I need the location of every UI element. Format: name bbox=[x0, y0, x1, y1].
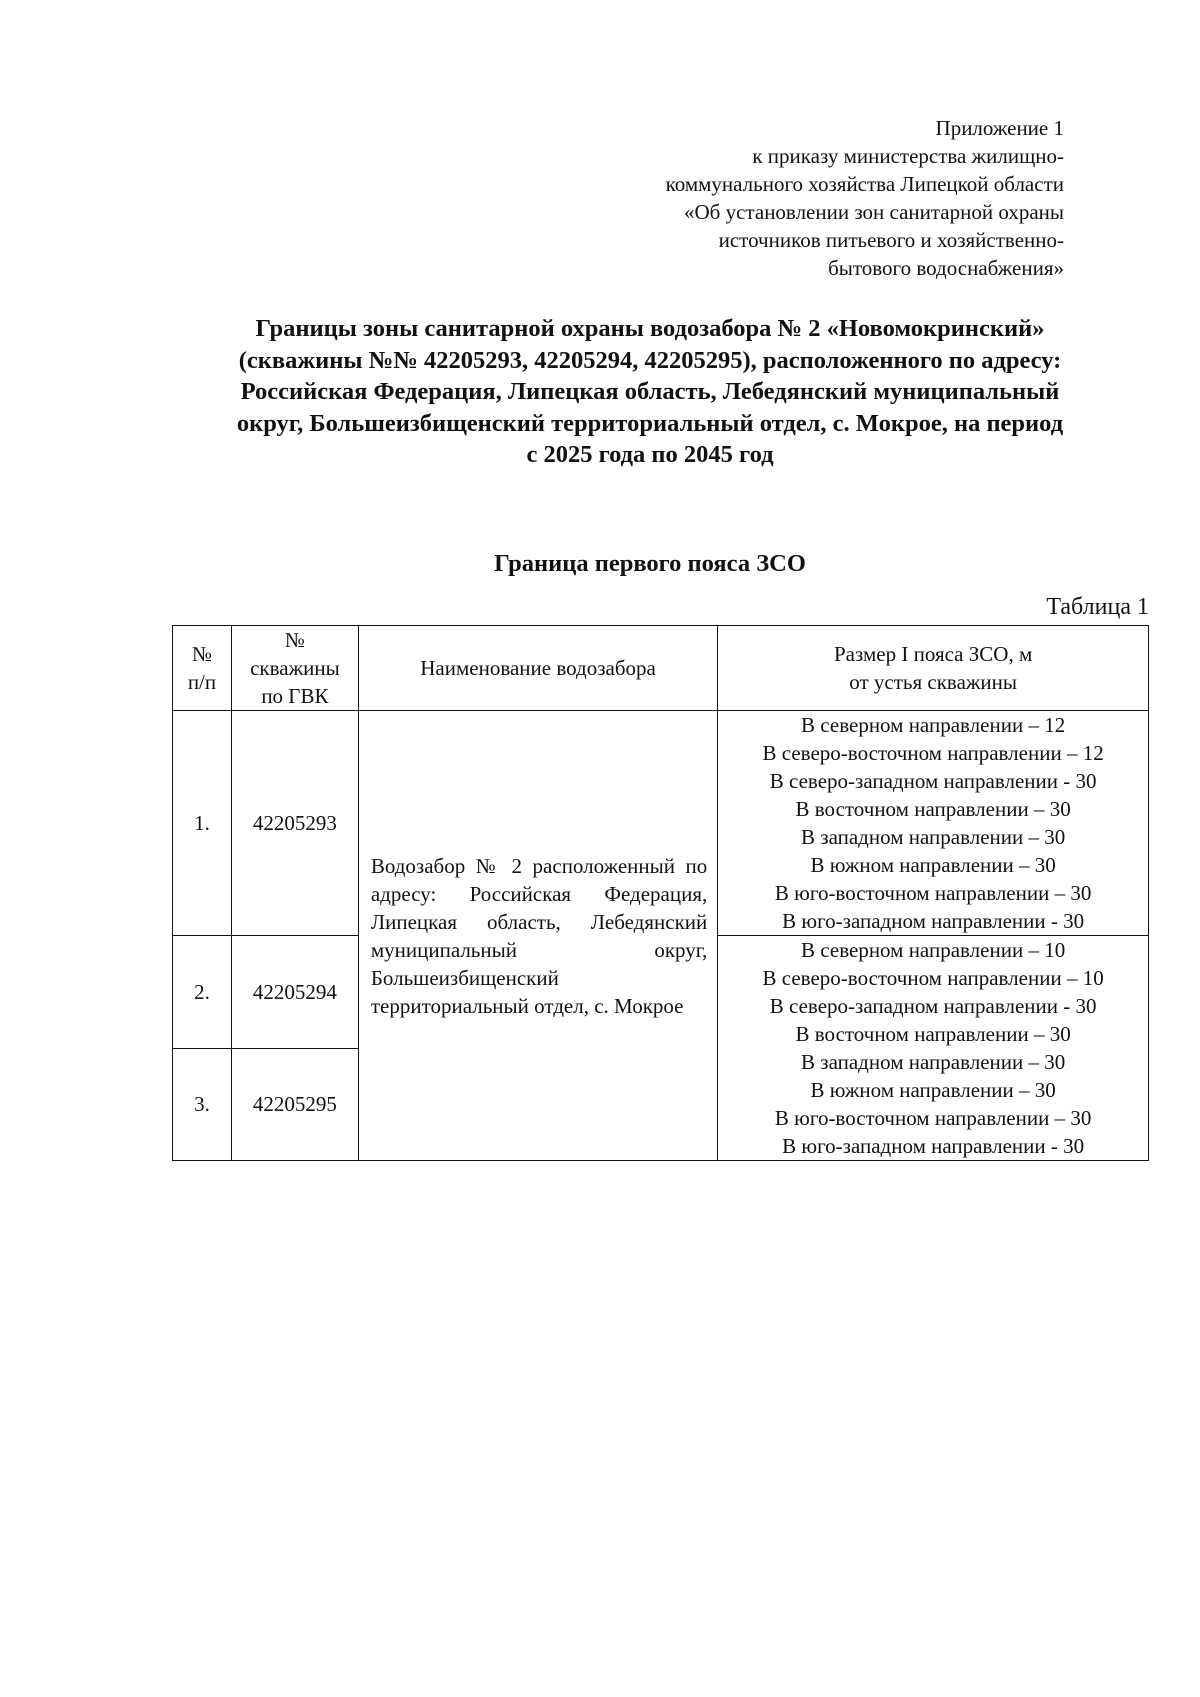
direction-line: В северо-восточном направлении – 12 bbox=[762, 741, 1104, 765]
title-line: с 2025 года по 2045 год bbox=[526, 441, 774, 468]
direction-line: В южном направлении – 30 bbox=[810, 1078, 1056, 1102]
header-intake: Наименование водозабора bbox=[358, 626, 717, 711]
direction-line: В восточном направлении – 30 bbox=[795, 1022, 1071, 1046]
title-line: округ, Большеизбищенский территориальный отдел, с. Мокрое, на период bbox=[236, 409, 1064, 437]
row-num: 2. bbox=[173, 936, 232, 1049]
direction-line: В западном направлении – 30 bbox=[801, 825, 1066, 849]
title-line: (скважины №№ 42205293, 42205294, 42205295), расположенного по адресу: bbox=[238, 346, 1062, 374]
direction-line: В юго-восточном направлении – 30 bbox=[774, 1106, 1092, 1130]
zso-table bbox=[172, 625, 1149, 1161]
appendix-line: источников питьевого и хозяйственно- bbox=[718, 228, 1064, 252]
table-label: Таблица 1 bbox=[1046, 594, 1149, 620]
header-well-line: по ГВК bbox=[261, 684, 329, 708]
direction-line: В северо-западном направлении - 30 bbox=[769, 994, 1097, 1018]
header-well-line: № bbox=[284, 628, 305, 652]
row-num: 3. bbox=[173, 1048, 232, 1161]
table-header-row bbox=[173, 626, 1149, 711]
row-well: 42205293 bbox=[231, 711, 358, 936]
direction-line: В восточном направлении – 30 bbox=[795, 797, 1071, 821]
direction-line: В северном направлении – 10 bbox=[801, 938, 1066, 962]
row-well: 42205294 bbox=[231, 936, 358, 1049]
header-num bbox=[173, 626, 232, 711]
appendix-line: «Об установлении зон санитарной охраны bbox=[684, 200, 1064, 224]
document-title bbox=[160, 313, 1140, 471]
header-num-line: № bbox=[191, 642, 212, 666]
appendix-line: Приложение 1 bbox=[935, 116, 1064, 140]
row-num: 1. bbox=[173, 711, 232, 936]
direction-line: В северо-западном направлении - 30 bbox=[769, 769, 1097, 793]
header-size-line: Размер I пояса ЗСО, м bbox=[834, 642, 1033, 666]
header-size bbox=[718, 626, 1149, 711]
header-size-line: от устья скважины bbox=[849, 670, 1017, 694]
direction-line: В юго-западном направлении - 30 bbox=[782, 1134, 1085, 1158]
header-num-line: п/п bbox=[187, 670, 217, 694]
direction-line: В юго-западном направлении - 30 bbox=[782, 909, 1085, 933]
appendix-line: коммунального хозяйства Липецкой области bbox=[665, 172, 1064, 196]
title-line: Границы зоны санитарной охраны водозабора № 2 «Новомокринский» bbox=[255, 315, 1045, 342]
direction-line: В западном направлении – 30 bbox=[801, 1050, 1066, 1074]
header-well bbox=[231, 626, 358, 711]
appendix-header bbox=[666, 114, 1064, 282]
direction-line: В юго-восточном направлении – 30 bbox=[774, 881, 1092, 905]
intake-name: Водозабор № 2 расположенный по адресу: Российская Федерация, Липецкая область, Лебедянский муниципальный округ, Большеизбищенский территориальный отдел, с. Мокрое bbox=[358, 711, 717, 1161]
header-well-line: скважины bbox=[250, 656, 340, 680]
title-line: Российская Федерация, Липецкая область, Лебедянский муниципальный bbox=[240, 378, 1060, 405]
directions-well-1 bbox=[718, 711, 1149, 936]
directions-wells-2-3 bbox=[718, 936, 1149, 1161]
section-title: Граница первого пояса ЗСО bbox=[494, 550, 806, 577]
direction-line: В северном направлении – 12 bbox=[801, 713, 1066, 737]
appendix-line: бытового водоснабжения» bbox=[828, 256, 1064, 280]
row-well: 42205295 bbox=[231, 1048, 358, 1161]
direction-line: В южном направлении – 30 bbox=[810, 853, 1056, 877]
direction-line: В северо-восточном направлении – 10 bbox=[762, 966, 1104, 990]
table-row bbox=[173, 711, 1149, 936]
appendix-line: к приказу министерства жилищно- bbox=[752, 144, 1064, 168]
